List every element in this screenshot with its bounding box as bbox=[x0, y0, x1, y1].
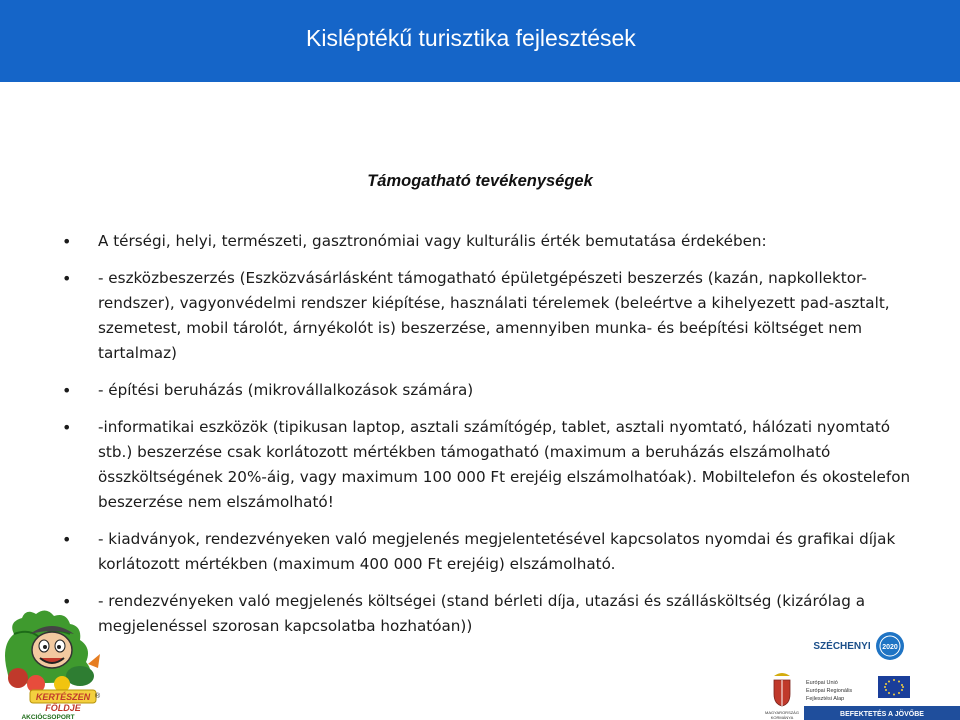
list-item bbox=[54, 378, 914, 403]
list-item bbox=[54, 229, 914, 254]
kerteszen-foldje-logo bbox=[0, 604, 110, 720]
list-item-text: - építési beruházás (mikrovállalkozások számára) bbox=[98, 381, 474, 399]
eu-line2: Európai Regionális bbox=[806, 688, 853, 694]
eu-line1: Európai Unió bbox=[806, 680, 838, 686]
title-bar bbox=[0, 0, 960, 82]
gov-line2: KORMÁNYA bbox=[770, 715, 794, 720]
list-item bbox=[54, 527, 914, 577]
list-item-text: -informatikai eszközök (tipikusan laptop, asztali számítógép, tablet, asztali nyomtató, hálózati nyomtató stb.) beszerzése csak korlátozott mértékben támogatható (maximum a beruházás elszámolható összköltségének 20%-áig, vagy maximum 100 000 Ft erejéig elszámolhatóak). Mobiltelefon és okostelefon beszerzése nem elszámolható! bbox=[98, 418, 911, 511]
slogan: BEFEKTETÉS A JÖVŐBE bbox=[840, 711, 924, 718]
bullet-icon: • bbox=[62, 418, 72, 437]
szechenyi-eu-logo bbox=[760, 618, 960, 720]
logo-line2: FÖLDJE bbox=[45, 703, 81, 713]
bullet-list bbox=[54, 229, 914, 651]
coat-of-arms-icon bbox=[774, 673, 790, 706]
list-item bbox=[54, 266, 914, 366]
page-title: Kisléptékű turisztika fejlesztések bbox=[306, 25, 636, 51]
szechenyi-year: 2020 bbox=[882, 644, 898, 651]
registered-mark: ® bbox=[95, 693, 101, 700]
list-item-text: - eszközbeszerzés (Eszközvásárlásként támogatható épületgépészeti beszerzés (kazán, napkollektor-rendszer), vagyonvédelmi rendszer kiépítése, használati térelemek (beleértve a kihelyezett pad-asztalt, szemetest, mobil tárolót, árnyékolót is) beszerzése, amennyiben munka- és beépítési költséget nem tartalmaz) bbox=[98, 269, 890, 362]
bullet-icon: • bbox=[62, 381, 72, 400]
eu-flag-icon bbox=[878, 676, 910, 698]
eu-line3: Fejlesztési Alap bbox=[806, 696, 845, 702]
logo-line3: AKCIÓCSOPORT bbox=[21, 714, 75, 720]
list-item bbox=[54, 415, 914, 515]
list-item-text: - kiadványok, rendezvényeken való megjelenés megjelentetésével kapcsolatos nyomdai és grafikai díjak korlátozott mértékben (maximum 400 000 Ft erejéig) elszámolható. bbox=[98, 530, 896, 573]
szechenyi-label: SZÉCHENYI bbox=[813, 641, 871, 652]
section-heading: Támogatható tevékenységek bbox=[367, 172, 593, 190]
bullet-icon: • bbox=[62, 530, 72, 549]
list-item-text: A térségi, helyi, természeti, gasztronómiai vagy kulturális érték bemutatása érdekében: bbox=[98, 232, 767, 250]
bullet-icon: • bbox=[62, 232, 72, 251]
bullet-icon: • bbox=[62, 269, 72, 288]
bullet-icon: • bbox=[62, 592, 72, 611]
logo-line1: KERTÉSZEN bbox=[35, 692, 91, 702]
gov-line1: MAGYARORSZÁG bbox=[765, 710, 799, 715]
list-item-text: - rendezvényeken való megjelenés költségei (stand bérleti díja, utazási és szállásköltség (kizárólag a megjelenéssel szorosan kapcsolatba hozhatóan)) bbox=[98, 592, 865, 635]
